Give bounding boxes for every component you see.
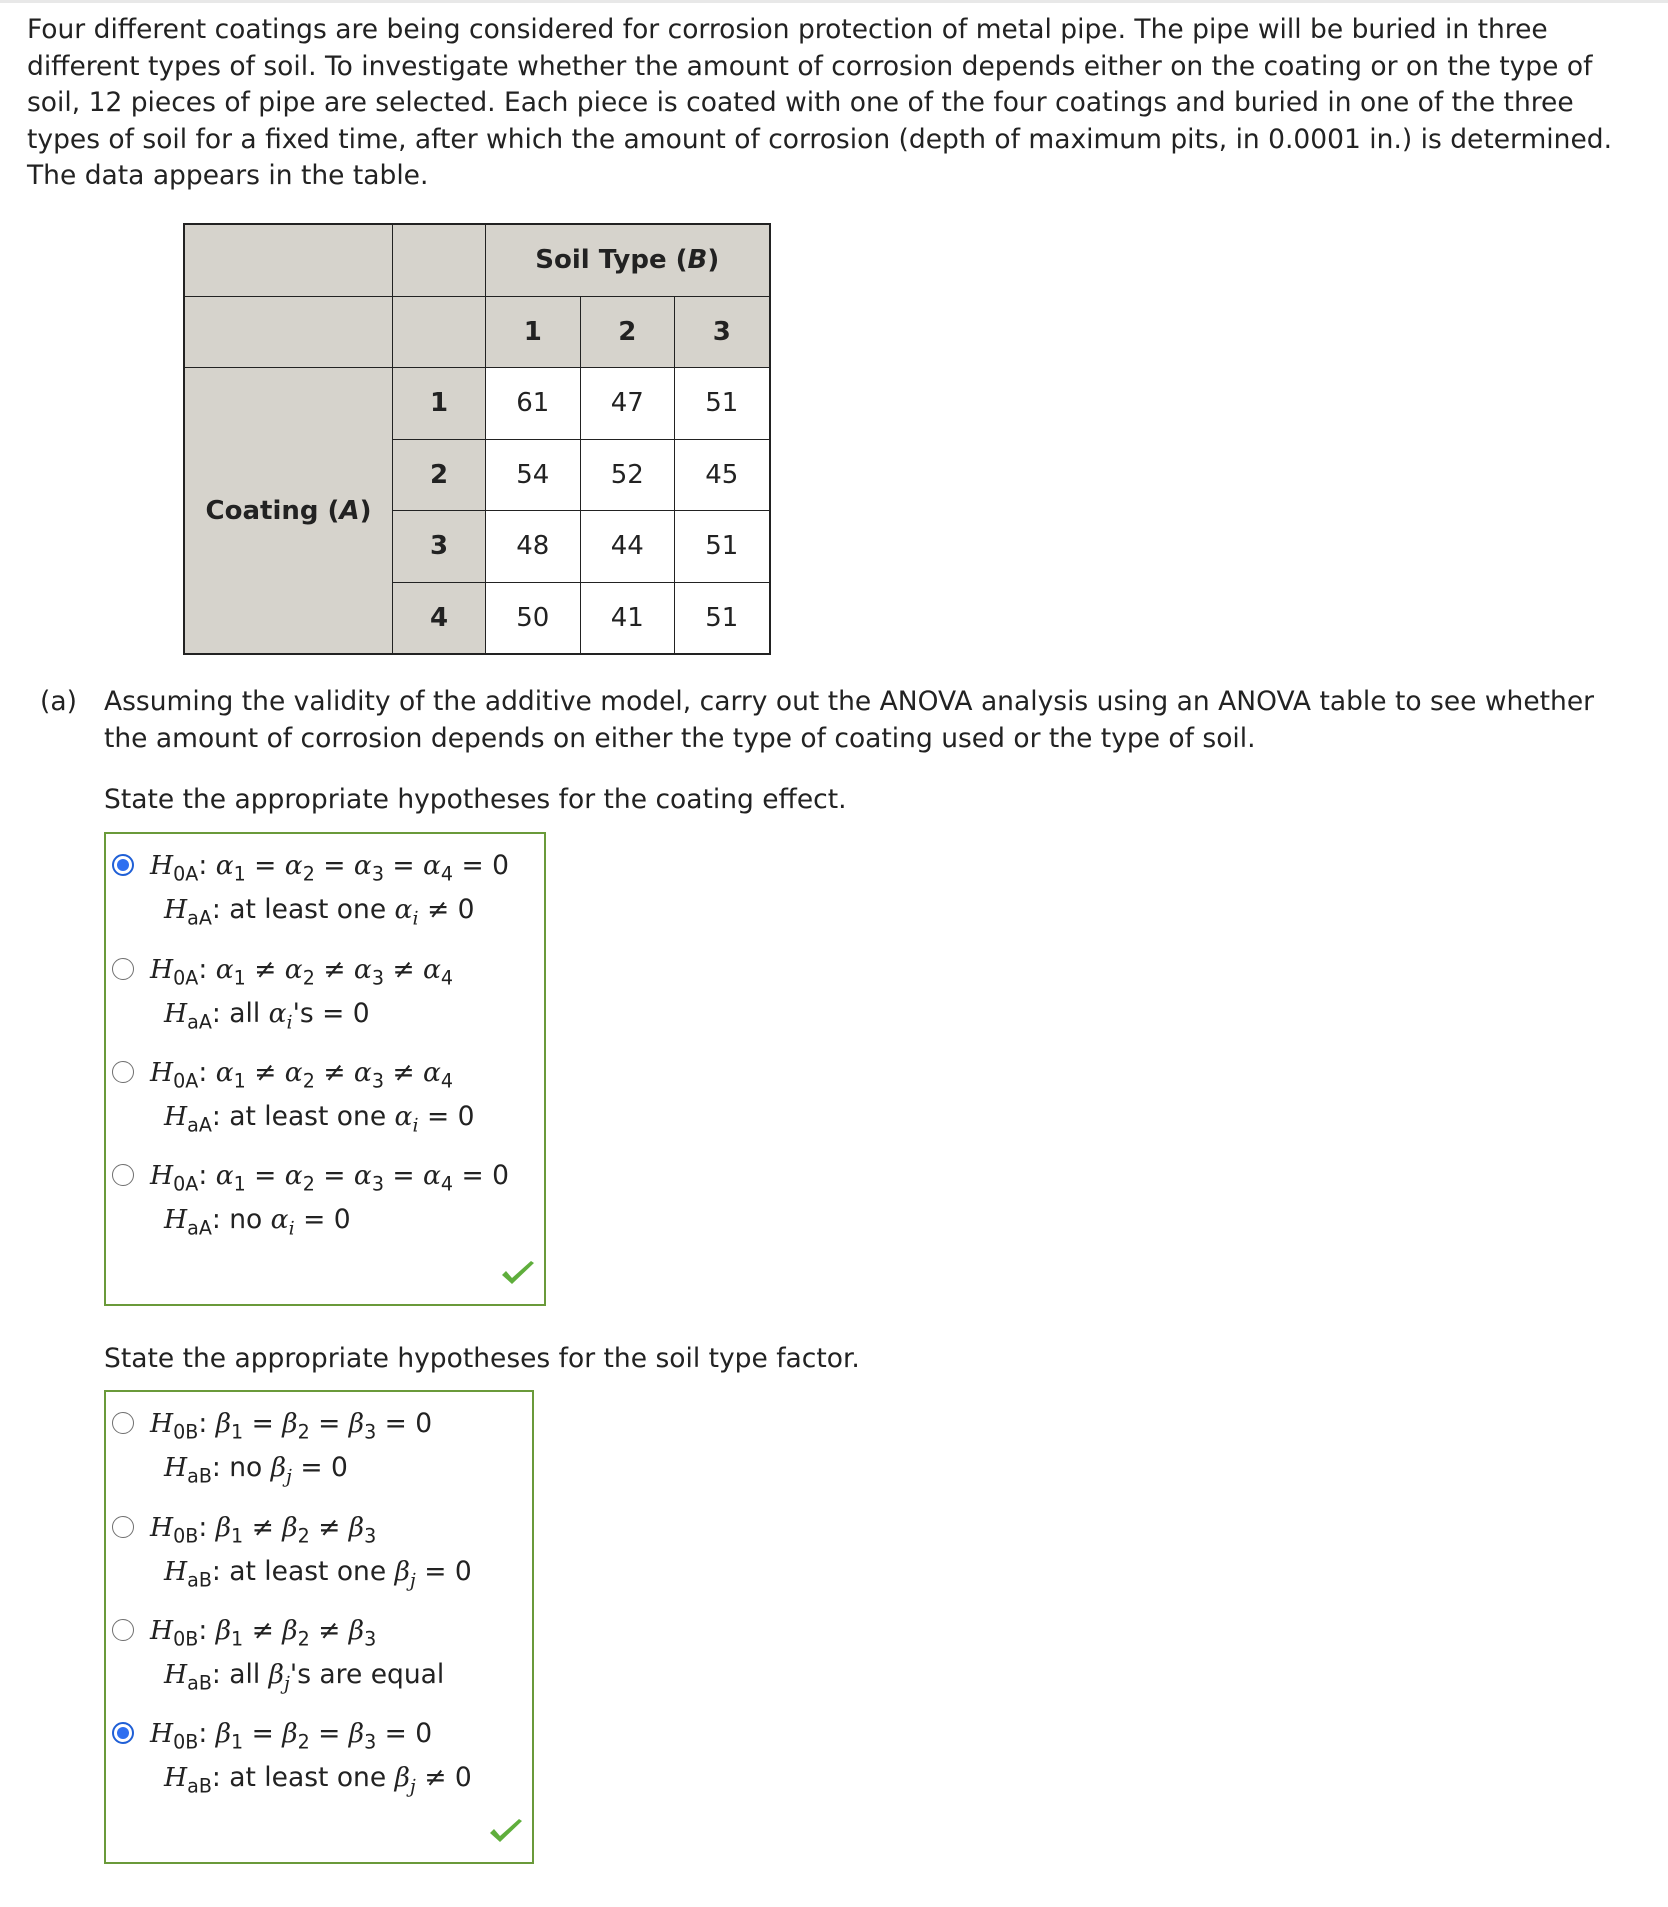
correct-check-icon — [500, 1260, 536, 1288]
part-a-text: Assuming the validity of the additive model, carry out the ANOVA analysis using an ANOVA table to see whether the amount of corrosion depends on either the type of coating used or the type of soil. — [104, 686, 1595, 754]
table-cell: 48 — [486, 511, 581, 583]
table-corner-cell — [184, 296, 393, 368]
radio-button[interactable] — [112, 1061, 134, 1083]
alternative-hypothesis: $H_{aB}$: at least one $\beta_j = 0$ — [164, 1556, 472, 1592]
coating-question-prompt: State the appropriate hypotheses for the coating effect. — [104, 784, 847, 815]
table-cell: 51 — [675, 368, 770, 440]
table-cell: 54 — [486, 439, 581, 511]
soil-level-header: 2 — [580, 296, 675, 368]
soil-question-prompt: State the appropriate hypotheses for the soil type factor. — [104, 1343, 860, 1374]
table-corner-cell — [393, 296, 486, 368]
soil-level-header: 3 — [675, 296, 770, 368]
table-cell: 61 — [486, 368, 581, 440]
corrosion-data-table — [183, 223, 771, 655]
alternative-hypothesis: $H_{aA}$: at least one $\alpha_i \ne 0$ — [164, 894, 475, 930]
null-hypothesis: $H_{0B}$: $\beta_1 \ne \beta_2 \ne \beta_3$ — [150, 1615, 377, 1651]
radio-button[interactable] — [112, 1619, 134, 1641]
soil-level-header: 1 — [486, 296, 581, 368]
problem-intro: Four different coatings are being considered for corrosion protection of metal pipe. The pipe will be buried in three different types of soil. To investigate whether the amount of corrosion depends either on the coating or on the type of soil, 12 pieces of pipe are selected. Each piece is coated with one of the four coatings and buried in one of the three types of soil for a fixed time, after which the amount of corrosion (depth of maximum pits, in 0.0001 in.) is determined. The data appears in the table. — [27, 14, 1613, 191]
alternative-hypothesis: $H_{aA}$: at least one $\alpha_i = 0$ — [164, 1101, 475, 1137]
null-hypothesis: $H_{0A}$: $\alpha_1 \ne \alpha_2 \ne \alpha_3 \ne \alpha_4$ — [150, 1057, 454, 1093]
table-cell: 45 — [675, 439, 770, 511]
table-cell: 51 — [675, 582, 770, 654]
table-cell: 51 — [675, 511, 770, 583]
top-divider — [0, 0, 1668, 3]
null-hypothesis: $H_{0A}$: $\alpha_1 = \alpha_2 = \alpha_3 = \alpha_4 = 0$ — [150, 1160, 509, 1196]
soil-type-header: Soil Type (B) — [486, 224, 770, 296]
null-hypothesis: $H_{0B}$: $\beta_1 = \beta_2 = \beta_3 = 0$ — [150, 1408, 433, 1444]
table-cell: 41 — [580, 582, 675, 654]
null-hypothesis: $H_{0A}$: $\alpha_1 \ne \alpha_2 \ne \alpha_3 \ne \alpha_4$ — [150, 954, 454, 990]
table-corner-cell — [184, 224, 393, 296]
alternative-hypothesis: $H_{aA}$: all $\alpha_i's = 0$ — [164, 998, 370, 1034]
radio-button-selected[interactable] — [112, 854, 134, 876]
table-cell: 50 — [486, 582, 581, 654]
table-cell: 47 — [580, 368, 675, 440]
radio-button-selected[interactable] — [112, 1722, 134, 1744]
radio-button[interactable] — [112, 1412, 134, 1434]
null-hypothesis: $H_{0A}$: $\alpha_1 = \alpha_2 = \alpha_3 = \alpha_4 = 0$ — [150, 850, 509, 886]
null-hypothesis: $H_{0B}$: $\beta_1 \ne \beta_2 \ne \beta_3$ — [150, 1512, 377, 1548]
coating-level-header: 4 — [393, 582, 486, 654]
part-a-label: (a) — [40, 686, 77, 717]
null-hypothesis: $H_{0B}$: $\beta_1 = \beta_2 = \beta_3 = 0$ — [150, 1718, 433, 1754]
table-cell: 44 — [580, 511, 675, 583]
table-corner-cell — [393, 224, 486, 296]
correct-check-icon — [488, 1818, 524, 1846]
alternative-hypothesis: $H_{aB}$: all $\beta_j's$ are equal — [164, 1659, 445, 1695]
alternative-hypothesis: $H_{aB}$: no $\beta_j = 0$ — [164, 1452, 348, 1488]
alternative-hypothesis: $H_{aA}$: no $\alpha_i = 0$ — [164, 1204, 351, 1240]
table-cell: 52 — [580, 439, 675, 511]
coating-answer-box — [104, 832, 546, 1306]
radio-button[interactable] — [112, 1516, 134, 1538]
radio-button[interactable] — [112, 1164, 134, 1186]
coating-level-header: 2 — [393, 439, 486, 511]
coating-header: Coating (A) — [184, 368, 393, 655]
radio-button[interactable] — [112, 958, 134, 980]
alternative-hypothesis: $H_{aB}$: at least one $\beta_j \ne 0$ — [164, 1762, 472, 1798]
soil-answer-box — [104, 1390, 534, 1864]
coating-level-header: 1 — [393, 368, 486, 440]
coating-level-header: 3 — [393, 511, 486, 583]
